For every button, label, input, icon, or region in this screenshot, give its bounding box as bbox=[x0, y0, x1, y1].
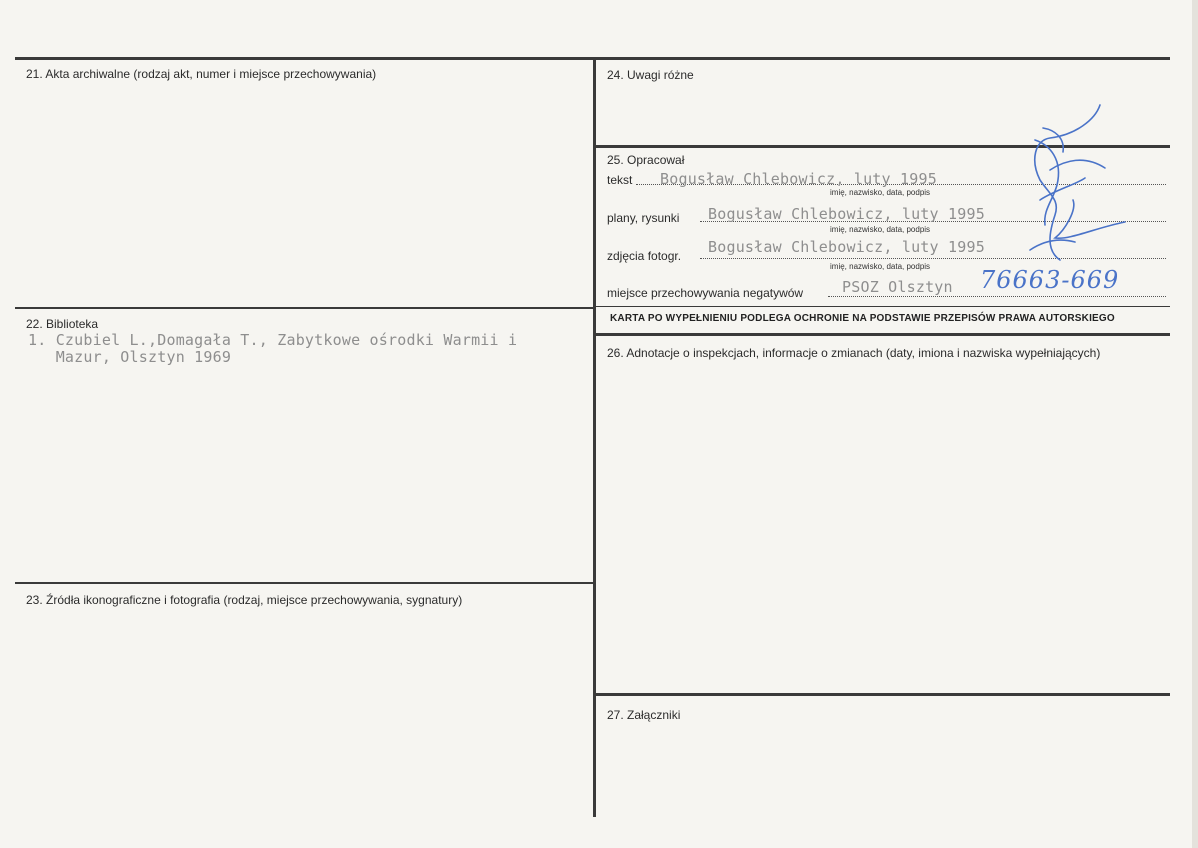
section-23-label: 23. Źródła ikonograficzne i fotografia (rodzaj, miejsce przechowywania, sygnatury) bbox=[26, 593, 463, 607]
center-rule bbox=[593, 57, 596, 817]
negatives-dotted-line bbox=[828, 296, 1166, 297]
plany-caption: imię, nazwisko, data, podpis bbox=[830, 225, 931, 234]
rule-s21-s22 bbox=[15, 307, 595, 309]
section-22-label: 22. Biblioteka bbox=[26, 317, 99, 331]
section-21-label: 21. Akta archiwalne (rodzaj akt, numer i miejsce przechowywania) bbox=[26, 67, 377, 81]
rule-s25-notice bbox=[595, 306, 1170, 307]
copyright-notice: KARTA PO WYPEŁNIENIU PODLEGA OCHRONIE NA PODSTAWIE PRZEPISÓW PRAWA AUTORSKIEGO bbox=[610, 313, 1115, 324]
plany-value: Bogusław Chlebowicz, luty 1995 bbox=[708, 205, 985, 223]
negatives-value: PSOZ Olsztyn bbox=[842, 278, 953, 296]
bibliography-line-2: Mazur, Olsztyn 1969 bbox=[28, 348, 232, 366]
card-edge bbox=[1192, 0, 1198, 848]
negatives-label: miejsce przechowywania negatywów bbox=[607, 286, 804, 300]
signature-icon bbox=[1015, 100, 1135, 270]
rule-notice-s26 bbox=[595, 333, 1170, 336]
rule-s22-s23 bbox=[15, 582, 595, 584]
zdjecia-value: Bogusław Chlebowicz, luty 1995 bbox=[708, 238, 985, 256]
zdjecia-label: zdjęcia fotogr. bbox=[607, 249, 682, 263]
bibliography-line-1: 1. Czubiel L.,Domagała T., Zabytkowe ośrodki Warmii i bbox=[28, 331, 518, 349]
section-24-label: 24. Uwagi różne bbox=[607, 68, 694, 82]
plany-label: plany, rysunki bbox=[607, 211, 680, 225]
tekst-label: tekst bbox=[607, 173, 633, 187]
section-26-label: 26. Adnotacje o inspekcjach, informacje o zmianach (daty, imiona i nazwiska wypełniających) bbox=[607, 346, 1101, 360]
tekst-caption: imię, nazwisko, data, podpis bbox=[830, 188, 931, 197]
zdjecia-caption: imię, nazwisko, data, podpis bbox=[830, 262, 931, 271]
tekst-value: Bogusław Chlebowicz, luty 1995 bbox=[660, 170, 937, 188]
negatives-numbers: 76663-669 bbox=[980, 266, 1120, 294]
section-25-label: 25. Opracował bbox=[607, 153, 685, 167]
section-27-label: 27. Załączniki bbox=[607, 708, 681, 722]
rule-s26-s27 bbox=[595, 693, 1170, 696]
